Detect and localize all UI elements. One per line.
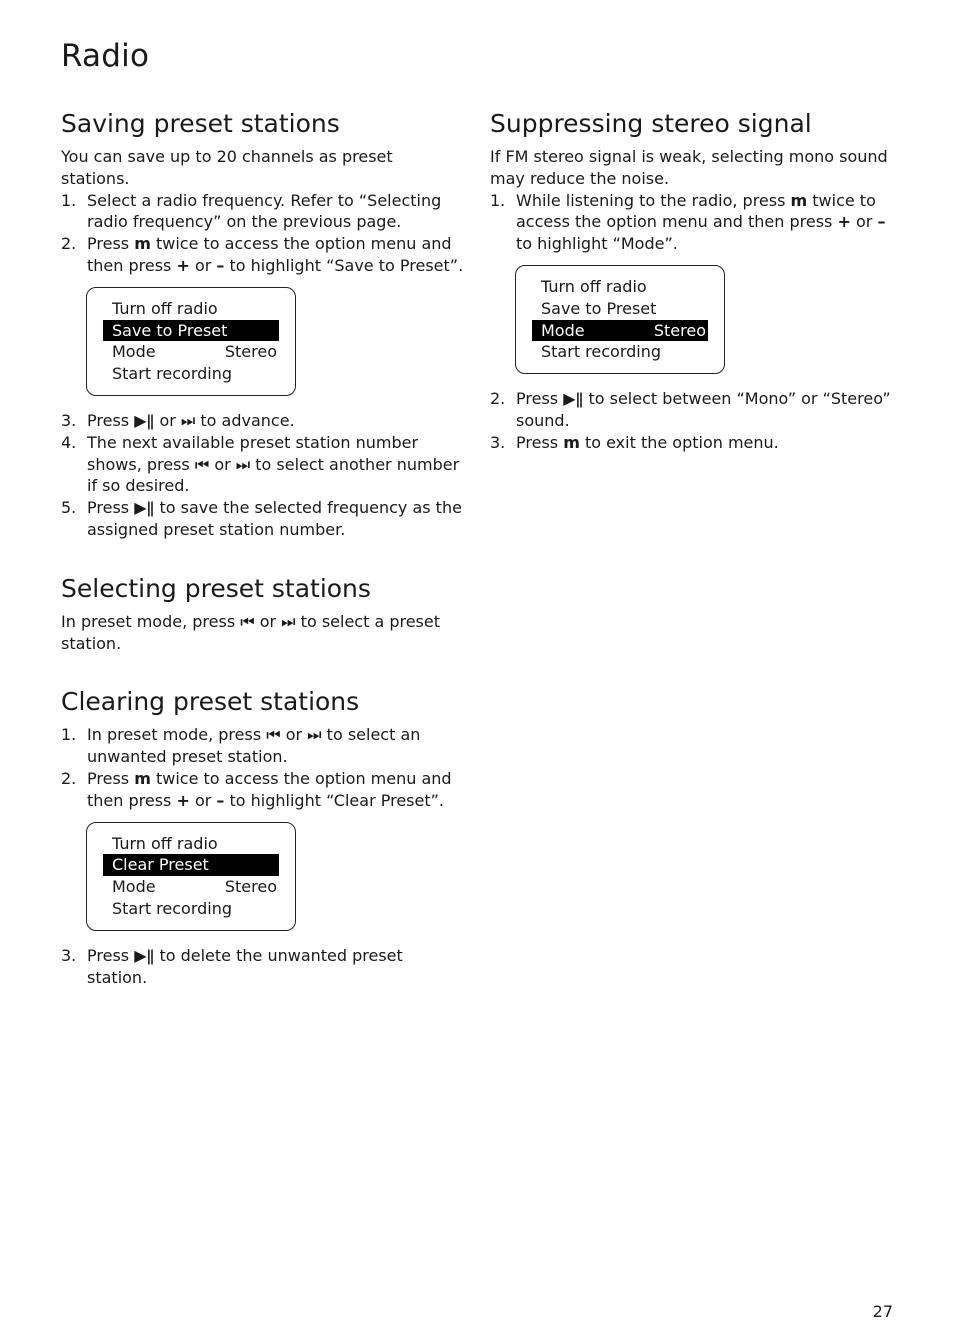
list-item: 3. Press ▶ǁ to delete the unwanted preset station. [61, 945, 403, 987]
list-item: 5. Press ▶ǁ to save the selected frequency as the assigned preset station number. [61, 498, 462, 539]
saving-steps-a [61, 190, 466, 277]
list-item: 1. Select a radio frequency. Refer to “Selecting radio frequency” on the previous page. [61, 190, 442, 232]
saving-steps-b [61, 410, 466, 541]
clearing-section [61, 686, 466, 988]
option-menu-clear [86, 822, 296, 931]
left-column [61, 108, 466, 988]
menu-item-turn-off-radio: Turn off radio [112, 298, 218, 318]
list-item: 1. While listening to the radio, press m twice to access the option menu and then press + or – to highlight “Mode”. [490, 190, 886, 254]
saving-intro: You can save up to 20 channels as preset stations. [61, 147, 393, 188]
list-item: 2. Press m twice to access the option menu and then press + or – to highlight “Save to Preset”. [61, 234, 464, 275]
menu-item-save-to-preset: Save to Preset [541, 298, 657, 318]
menu-item-clear-preset: Clear Preset [103, 854, 279, 876]
clearing-steps-b [61, 945, 466, 989]
saving-section [61, 108, 466, 541]
menu-item-start-recording: Start recording [112, 898, 233, 918]
list-item: 2. Press m twice to access the option menu and then press + or – to highlight “Clear Preset”. [61, 768, 452, 810]
suppressing-steps-b [490, 388, 900, 453]
menu-item-turn-off-radio: Turn off radio [112, 833, 218, 853]
menu-item-start-recording: Start recording [112, 364, 233, 384]
list-item: 3. Press ▶ǁ or ⏭ to advance. [61, 410, 295, 430]
menu-item-turn-off-radio: Turn off radio [541, 276, 647, 296]
list-item: 2. Press ▶ǁ to select between “Mono” or “Stereo” sound. [490, 389, 891, 430]
option-menu-save [86, 287, 296, 396]
selecting-text: In preset mode, press ⏮ or ⏭ to select a preset station. [61, 611, 441, 653]
list-item: 4. The next available preset station number shows, press ⏮ or ⏭ to select another number if so desired. [61, 432, 460, 496]
clearing-heading: Clearing preset stations [61, 687, 360, 717]
menu-item-mode: Mode Stereo [532, 320, 708, 342]
menu-item-mode: Mode Stereo [112, 342, 277, 362]
saving-heading: Saving preset stations [61, 109, 340, 138]
list-item: 1. In preset mode, press ⏮ or ⏭ to select an unwanted preset station. [61, 725, 421, 767]
page-number: 27 [872, 1302, 893, 1321]
page-title: Radio [61, 38, 150, 74]
option-menu-mode [515, 265, 725, 374]
suppressing-steps-a [490, 190, 900, 255]
menu-item-save-to-preset: Save to Preset [103, 320, 279, 342]
selecting-heading: Selecting preset stations [61, 573, 371, 603]
suppressing-heading: Suppressing stereo signal [490, 109, 812, 138]
selecting-section [61, 573, 466, 655]
clearing-steps-a [61, 724, 466, 811]
suppressing-section [490, 108, 900, 454]
list-item: 3. Press m to exit the option menu. [490, 432, 779, 452]
menu-item-mode: Mode Stereo [112, 877, 277, 897]
suppressing-intro: If FM stereo signal is weak, selecting mono sound may reduce the noise. [490, 147, 888, 188]
right-column [490, 108, 900, 454]
menu-item-start-recording: Start recording [541, 342, 662, 362]
